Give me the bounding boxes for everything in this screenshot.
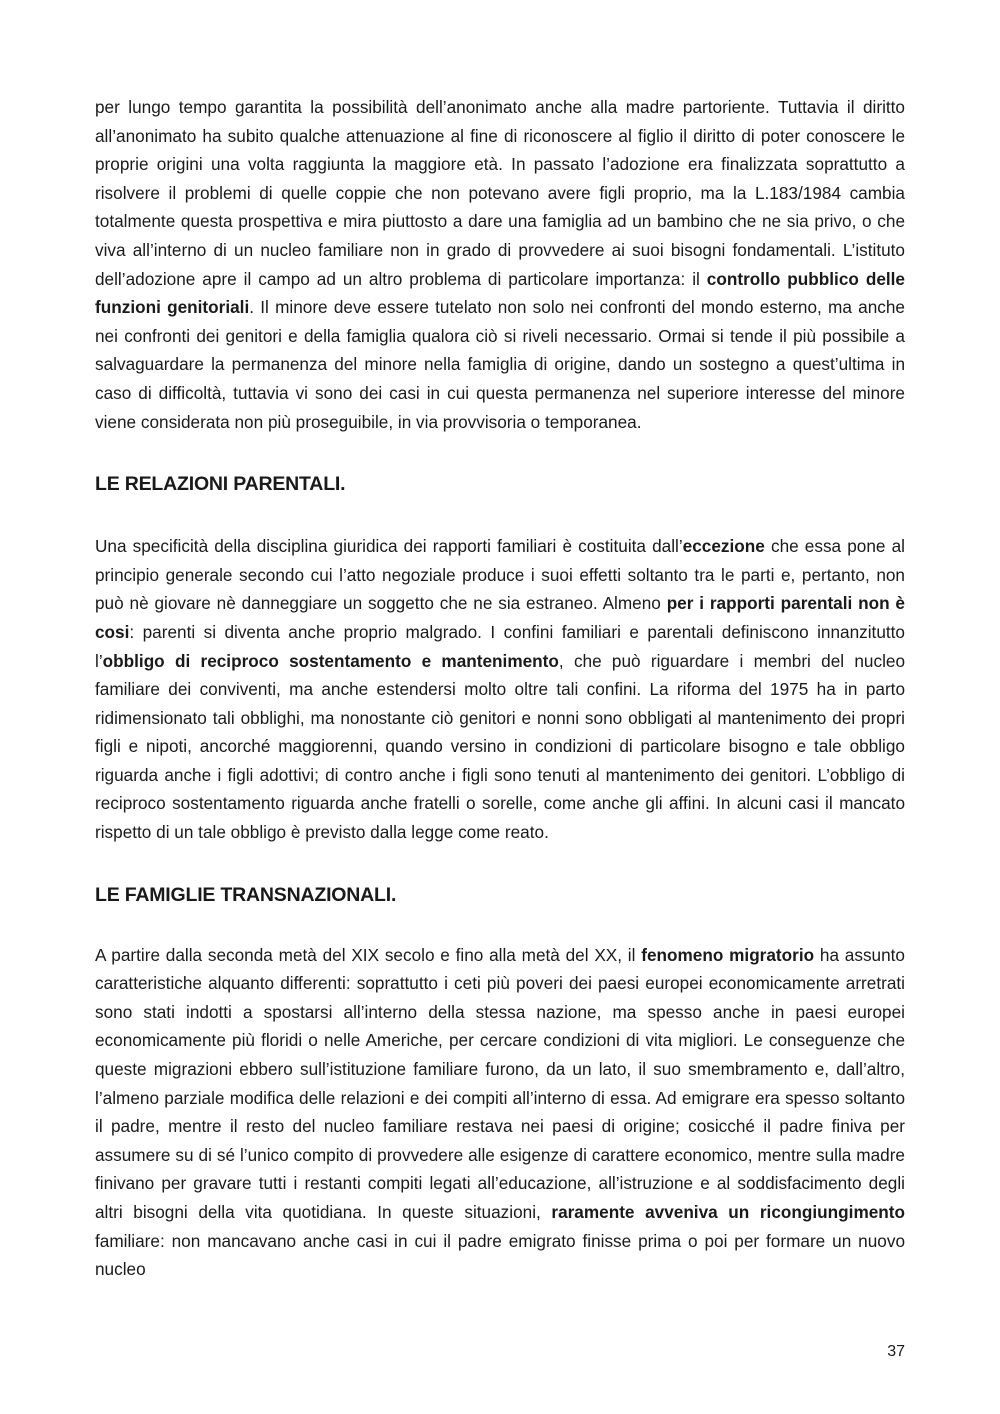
section-heading-relazioni-parentali: LE RELAZIONI PARENTALI. xyxy=(95,473,346,496)
text-segment: : parenti si diventa anche proprio malgrado. I confini familiari e parentali definiscono innanzitutto l’ xyxy=(95,621,905,671)
bold-text-segment: raramente avveniva un ricongiungimento xyxy=(551,1202,906,1222)
text-segment: ha assunto caratteristiche alquanto differenti: soprattutto i ceti più poveri dei paesi europei economicamente arretrati sono stati indotti a spostarsi all’interno della stessa nazione, ma spesso anche in paesi europei economicamente più floridi o nelle Americhe, per cercare condizioni di vita migliori. Le conseguenze che queste migrazioni ebbero sull’istituzione familiare furono, da un lato, il suo smembramento e, dall’altro, l’almeno parziale modifica delle relazioni e dei compiti all’interno di essa. Ad emigrare era spesso soltanto il padre, mentre il resto del nucleo familiare restava nei paesi di origine; cosicché il padre finiva per assumere su di sé l’unico compito di provvedere alle esigenze di carattere economico, mentre sulla madre finivano per gravare tutti i restanti compiti legati all’educazione, all’istruzione e al soddisfacimento degli altri bisogni della vita quotidiana. In queste situazioni, xyxy=(95,944,905,1222)
bold-text-segment: eccezione xyxy=(682,536,765,557)
paragraph-adozione xyxy=(95,93,905,436)
text-segment: A partire dalla seconda metà del XIX secolo e fino alla metà del XX, il xyxy=(95,944,642,965)
text-segment: Una specificità della disciplina giuridica dei rapporti familiari è costituita dall’ xyxy=(95,536,683,557)
text-segment: familiare: non mancavano anche casi in cui il padre emigrato finisse prima o poi per formare un nuovo nucleo xyxy=(95,1230,905,1280)
paragraph-famiglie-transnazionali xyxy=(95,941,905,1284)
bold-text-segment: fenomeno migratorio xyxy=(641,944,815,965)
text-segment: , che può riguardare i membri del nucleo familiare dei conviventi, ma anche estendersi molto oltre tali confini. La riforma del 1975 ha in parto ridimensionato tali obblighi, ma nonostante ciò genitori e nonni sono obbligati al mantenimento dei propri figli e nipoti, ancorché maggiorenni, quando versino in condizioni di particolare bisogno e tale obbligo riguarda anche i figli adottivi; di contro anche i figli sono tenuti al mantenimento dei genitori. L’obbligo di reciproco sostentamento riguarda anche fratelli o sorelle, come anche gli affini. In alcuni casi il mancato rispetto di un tale obbligo è previsto dalla legge come reato. xyxy=(95,650,905,843)
page-number: 37 xyxy=(887,1343,905,1360)
text-segment: per lungo tempo garantita la possibilità dell’anonimato anche alla madre partoriente. Tuttavia il diritto all’anonimato ha subito qualche attenuazione al fine di riconoscere al figlio il diritto di poter conoscere le proprie origini una volta raggiunta la maggiore età. In passato l’adozione era finalizzata soprattutto a risolvere il problemi di quelle coppie che non potevano avere figli proprio, ma la L.183/1984 cambia totalmente questa prospettiva e mira piuttosto a dare una famiglia ad un bambino che ne sia privo, o che viva all’interno di un nucleo familiare non in grado di provvedere ai suoi bisogni fondamentali. L’istituto dell’adozione apre il campo ad un altro problema di particolare importanza: il xyxy=(95,97,905,289)
bold-text-segment: per i rapporti parentali non è cosi xyxy=(95,593,905,642)
document-page xyxy=(95,93,905,1284)
bold-text-segment: controllo pubblico delle funzioni genitoriali xyxy=(95,268,905,318)
paragraph-relazioni-parentali xyxy=(95,532,905,847)
text-segment: . Il minore deve essere tutelato non solo nei confronti del mondo esterno, ma anche nei confronti dei genitori e della famiglia qualora ciò si riveli necessario. Ormai si tende il più possibile a salvaguardare la permanenza del minore nella famiglia di origine, dando un sostegno a quest’ultima in caso di difficoltà, tuttavia vi sono dei casi in cui questa permanenza nel superiore interesse del minore viene considerata non più proseguibile, in via provvisoria o temporanea. xyxy=(95,297,905,432)
section-heading-famiglie-transnazionali: LE FAMIGLIE TRANSNAZIONALI. xyxy=(95,883,397,906)
text-segment: che essa pone al principio generale secondo cui l’atto negoziale produce i suoi effetti soltanto tra le parti e, pertanto, non può nè giovare nè danneggiare un soggetto che ne sia estraneo. Almeno xyxy=(95,536,905,614)
bold-text-segment: obbligo di reciproco sostentamento e mantenimento xyxy=(102,650,559,671)
